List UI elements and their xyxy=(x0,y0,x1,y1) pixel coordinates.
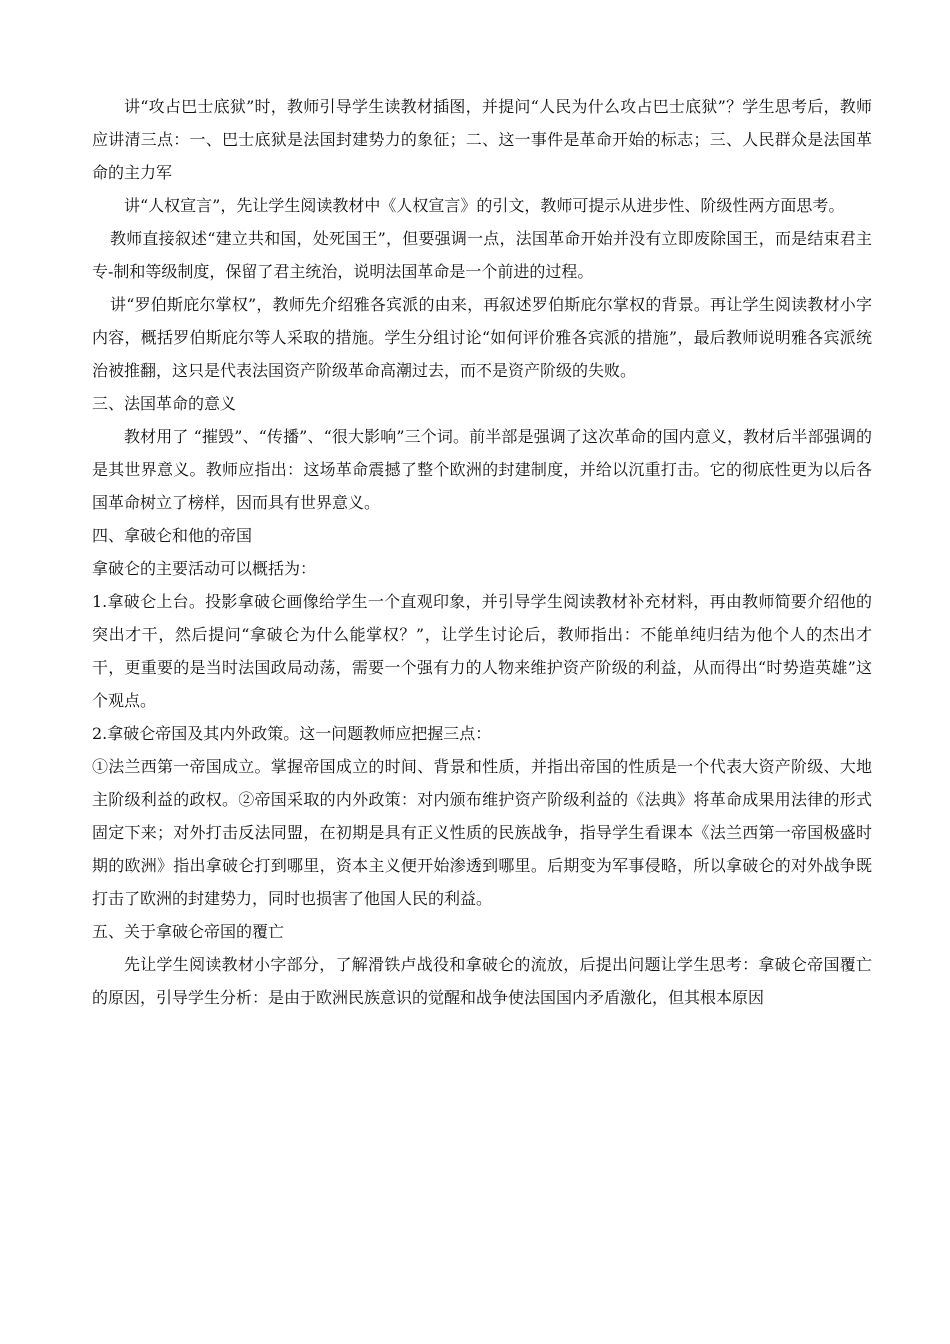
list-item-rise: 1.拿破仑上台。投影拿破仑画像给学生一个直观印象，并引导学生阅读教材补充材料，再由教师简要介绍他的突出才干，然后提问“拿破仑为什么能掌权？”，让学生讨论后，教师指出：不能单纯归结为他个人的杰出才干，更重要的是当时法国政局动荡，需要一个强有力的人物来维护资产阶级的利益，从而得出“时势造英雄”这个观点。 xyxy=(92,592,872,710)
section-heading-downfall: 五、关于拿破仑帝国的覆亡 xyxy=(92,922,285,941)
paragraph-robespierre: 讲“罗伯斯庇尔掌权”，教师先介绍雅各宾派的由来，再叙述罗伯斯庇尔掌权的背景。再让学生阅读教材小字内容，概括罗伯斯庇尔等人采取的措施。学生分组讨论“如何评价雅各宾派的措施”，最后教师说明雅各宾派统治被推翻，这只是代表法国资产阶级革命高潮过去，而不是资产阶级的失败。 xyxy=(92,295,872,380)
paragraph-bastille: 讲“攻占巴士底狱”时，教师引导学生读教材插图，并提问“人民为什么攻占巴士底狱”？学生思考后，教师应讲清三点：一、巴士底狱是法国封建势力的象征；二、这一事件是革命开始的标志；三、人民群众是法国革命的主力军 xyxy=(92,97,872,182)
paragraph-empire: ①法兰西第一帝国成立。掌握帝国成立的时间、背景和性质，并指出帝国的性质是一个代表大资产阶级、大地主阶级利益的政权。②帝国采取的内外政策：对内颁布维护资产阶级利益的《法典》将革命成果用法律的形式固定下来；对外打击反法同盟，在初期是具有正义性质的民族战争，指导学生看课本《法兰西第一帝国极盛时期的欧洲》指出拿破仑打到哪里，资本主义便开始渗透到哪里。后期变为军事侵略，所以拿破仑的对外战争既打击了欧洲的封建势力，同时也损害了他国人民的利益。 xyxy=(92,757,872,908)
document-body xyxy=(92,90,872,1014)
paragraph-rights: 讲“人权宣言”，先让学生阅读教材中《人权宣言》的引文，教师可提示从进步性、阶级性两方面思考。 xyxy=(124,196,845,215)
section-heading-napoleon: 四、拿破仑和他的帝国 xyxy=(92,526,253,545)
paragraph-significance: 教材用了 “摧毁”、“传播”、“很大影响”三个词。前半部是强调了这次革命的国内意义，教材后半部强调的是其世界意义。教师应指出：这场革命震撼了整个欧洲的封建制度，并给以沉重打击。它的彻底性更为以后各国革命树立了榜样，因而具有世界意义。 xyxy=(92,427,872,512)
section-heading-significance: 三、法国革命的意义 xyxy=(92,394,237,413)
paragraph-downfall: 先让学生阅读教材小字部分，了解滑铁卢战役和拿破仑的流放，后提出问题让学生思考：拿破仑帝国覆亡的原因，引导学生分析：是由于欧洲民族意识的觉醒和战争使法国国内矛盾激化，但其根本原因 xyxy=(92,955,872,1007)
paragraph-republic: 教师直接叙述“建立共和国，处死国王”，但要强调一点，法国革命开始并没有立即废除国王，而是结束君主专-制和等级制度，保留了君主统治，说明法国革命是一个前进的过程。 xyxy=(92,229,872,281)
list-item-policies: 2.拿破仑帝国及其内外政策。这一问题教师应把握三点： xyxy=(92,724,492,743)
paragraph-activities: 拿破仑的主要活动可以概括为： xyxy=(92,559,317,578)
